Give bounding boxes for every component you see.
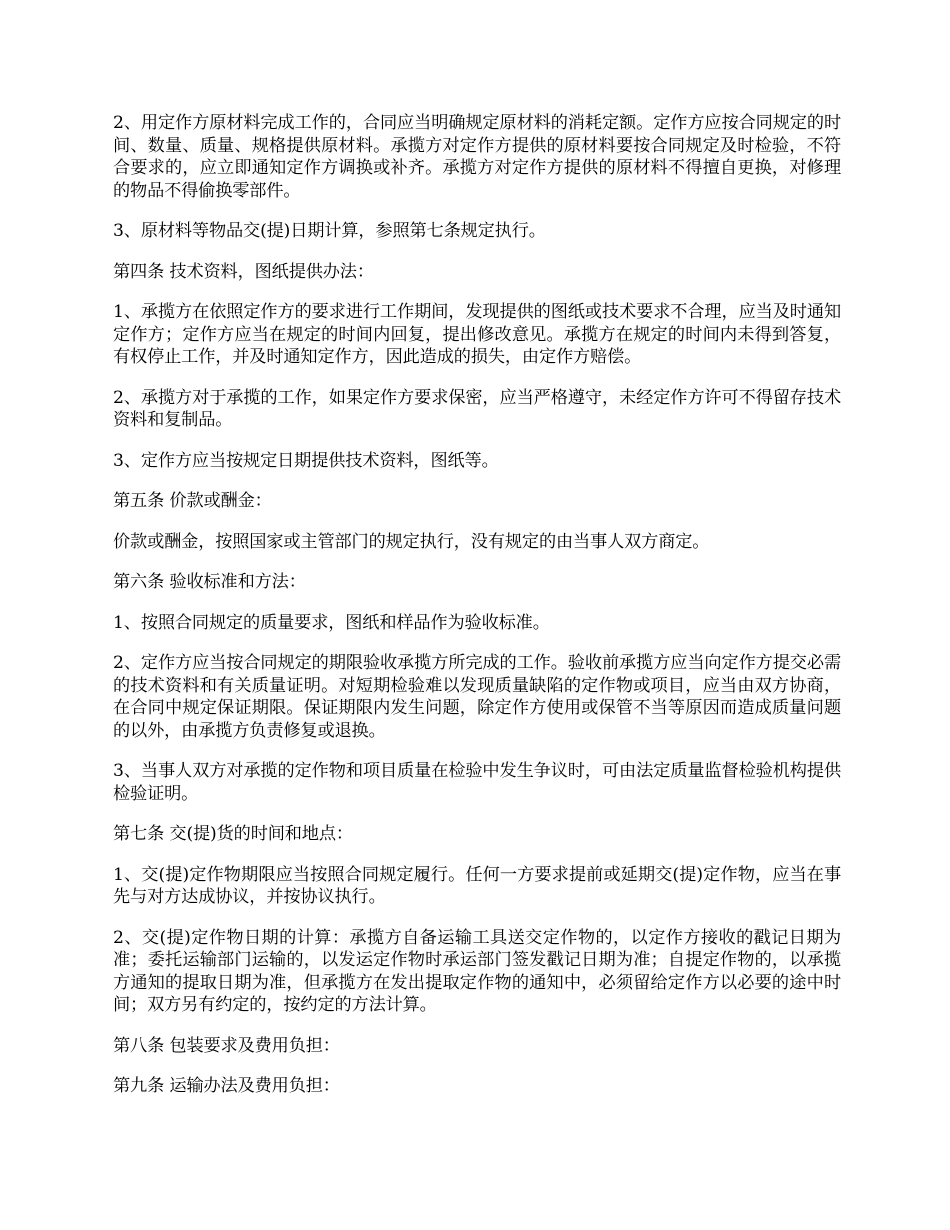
paragraph-tech-3: 3、定作方应当按规定日期提供技术资料，图纸等。 [113,450,499,471]
article-4-heading: 第四条 技术资料，图纸提供办法： [113,261,374,282]
article-5-heading: 第五条 价款或酬金： [113,491,272,511]
paragraph-delivery-2: 2、交(提)定作物日期的计算：承揽方自备运输工具送交定作物的，以定作方接收的戳记日期为准；委托运输部门运输的，以发运定作物时承运部门签发戳记日期为准；自提定作物的，以承揽方通知的提取日期为准，但承揽方在发出提取定作物的通知中，必须留给定作方以必要的途中时间；双方另有约定的，按约定的方法计算。 [113,927,841,1015]
paragraph-tech-2: 2、承揽方对于承揽的工作，如果定作方要求保密，应当严格遵守，未经定作方许可不得留存技术资料和复制品。 [113,387,841,430]
paragraph-tech-1: 1、承揽方在依照定作方的要求进行工作期间，发现提供的图纸或技术要求不合理，应当及时通知定作方；定作方应当在规定的时间内回复，提出修改意见。承揽方在规定的时间内未得到答复，有权停止工作，并及时通知定作方，因此造成的损失，由定作方赔偿。 [113,302,841,367]
article-7-heading: 第七条 交(提)货的时间和地点： [113,824,353,844]
paragraph-acceptance-1: 1、按照合同规定的质量要求，图纸和样品作为验收标准。 [113,612,550,633]
article-8-heading: 第八条 包装要求及费用负担： [113,1035,340,1056]
paragraph-materials-consumption: 2、用定作方原材料完成工作的，合同应当明确规定原材料的消耗定额。定作方应按合同规定的时间、数量、质量、规格提供原材料。承揽方对定作方提供的原材料要按合同规定及时检验，不符合要求的，应立即通知定作方调换或补齐。承揽方对定作方提供的原材料不得擅自更换，对修理的物品不得偷换零部件。 [113,113,841,201]
paragraph-materials-date: 3、原材料等物品交(提)日期计算，参照第七条规定执行。 [113,221,546,241]
paragraph-delivery-1: 1、交(提)定作物期限应当按照合同规定履行。任何一方要求提前或延期交(提)定作物，应当在事先与对方达成协议，并按协议执行。 [113,864,841,907]
paragraph-acceptance-3: 3、当事人双方对承揽的定作物和项目质量在检验中发生争议时，可由法定质量监督检验机构提供检验证明。 [113,761,841,804]
document-body [113,112,841,1116]
paragraph-price: 价款或酬金，按照国家或主管部门的规定执行，没有规定的由当事人双方商定。 [113,531,710,552]
paragraph-acceptance-2: 2、定作方应当按合同规定的期限验收承揽方所完成的工作。验收前承揽方应当向定作方提交必需的技术资料和有关质量证明。对短期检验难以发现质量缺陷的定作物或项目，应当由双方协商，在合同中规定保证期限。保证期限内发生问题，除定作方使用或保管不当等原因而造成质量问题的以外，由承揽方负责修复或退换。 [113,653,841,741]
article-6-heading: 第六条 验收标准和方法： [113,572,306,592]
article-9-heading: 第九条 运输办法及费用负担： [113,1076,340,1096]
